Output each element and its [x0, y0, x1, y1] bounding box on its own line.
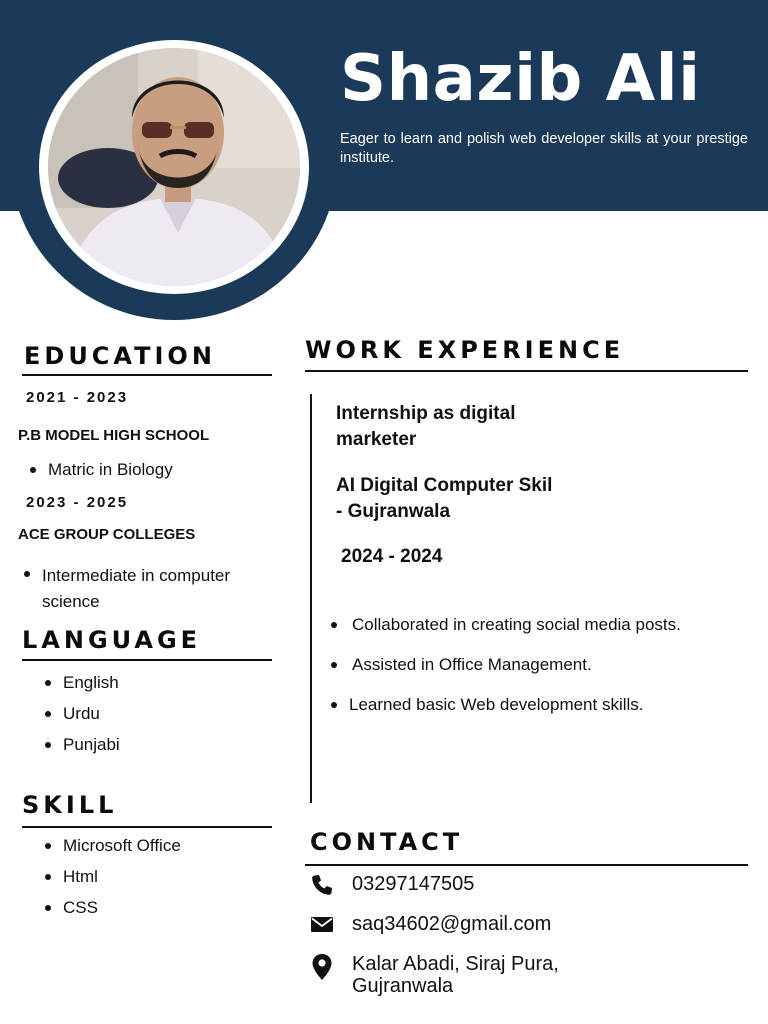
education-details [24, 563, 264, 615]
profile-photo [48, 48, 300, 286]
tagline: Eager to learn and polish web developer skills at your prestige institute. [340, 131, 748, 166]
list-item: Html [45, 866, 265, 887]
list-item: Collaborated in creating social media posts. [331, 614, 741, 635]
skill-rule [22, 826, 272, 828]
list-item: Matric in Biology [30, 459, 270, 480]
list-item: Assisted in Office Management. [331, 654, 741, 675]
phone-number: 03297147505 [352, 873, 475, 895]
location-pin-icon [310, 953, 334, 981]
job-role: Internship as digital marketer [336, 403, 516, 450]
education-years: 2023 - 2025 [26, 494, 129, 511]
email-icon [310, 913, 334, 937]
work-experience-title: WORK EXPERIENCE [305, 336, 625, 364]
candidate-name: Shazib Ali [340, 42, 701, 116]
language-title: LANGUAGE [22, 626, 202, 654]
education-details [30, 459, 270, 480]
timeline-line [310, 394, 312, 803]
job-years: 2024 - 2024 [341, 546, 443, 567]
list-item: Microsoft Office [45, 835, 265, 856]
language-list [45, 672, 265, 755]
email-address: saq34602@gmail.com [352, 913, 552, 935]
skill-list [45, 835, 265, 918]
list-item: English [45, 672, 265, 693]
work-experience-rule [305, 370, 748, 372]
contact-title: CONTACT [310, 828, 464, 856]
postal-address: Kalar Abadi, Siraj Pura, Gujranwala [352, 953, 559, 997]
job-responsibilities [331, 614, 741, 715]
language-rule [22, 659, 272, 661]
list-item: Punjabi [45, 734, 265, 755]
contact-rule [305, 864, 748, 866]
job-company: AI Digital Computer Skil - Gujranwala [336, 475, 553, 522]
education-years: 2021 - 2023 [26, 389, 129, 406]
education-rule [22, 374, 272, 376]
list-item: Urdu [45, 703, 265, 724]
education-title: EDUCATION [24, 342, 216, 370]
education-school: ACE GROUP COLLEGES [18, 526, 196, 543]
list-item: Intermediate in computer science [24, 563, 264, 615]
list-item: Learned basic Web development skills. [331, 694, 741, 715]
education-school: P.B MODEL HIGH SCHOOL [18, 427, 210, 444]
skill-title: SKILL [22, 791, 118, 819]
phone-icon [310, 873, 334, 897]
list-item: CSS [45, 897, 265, 918]
